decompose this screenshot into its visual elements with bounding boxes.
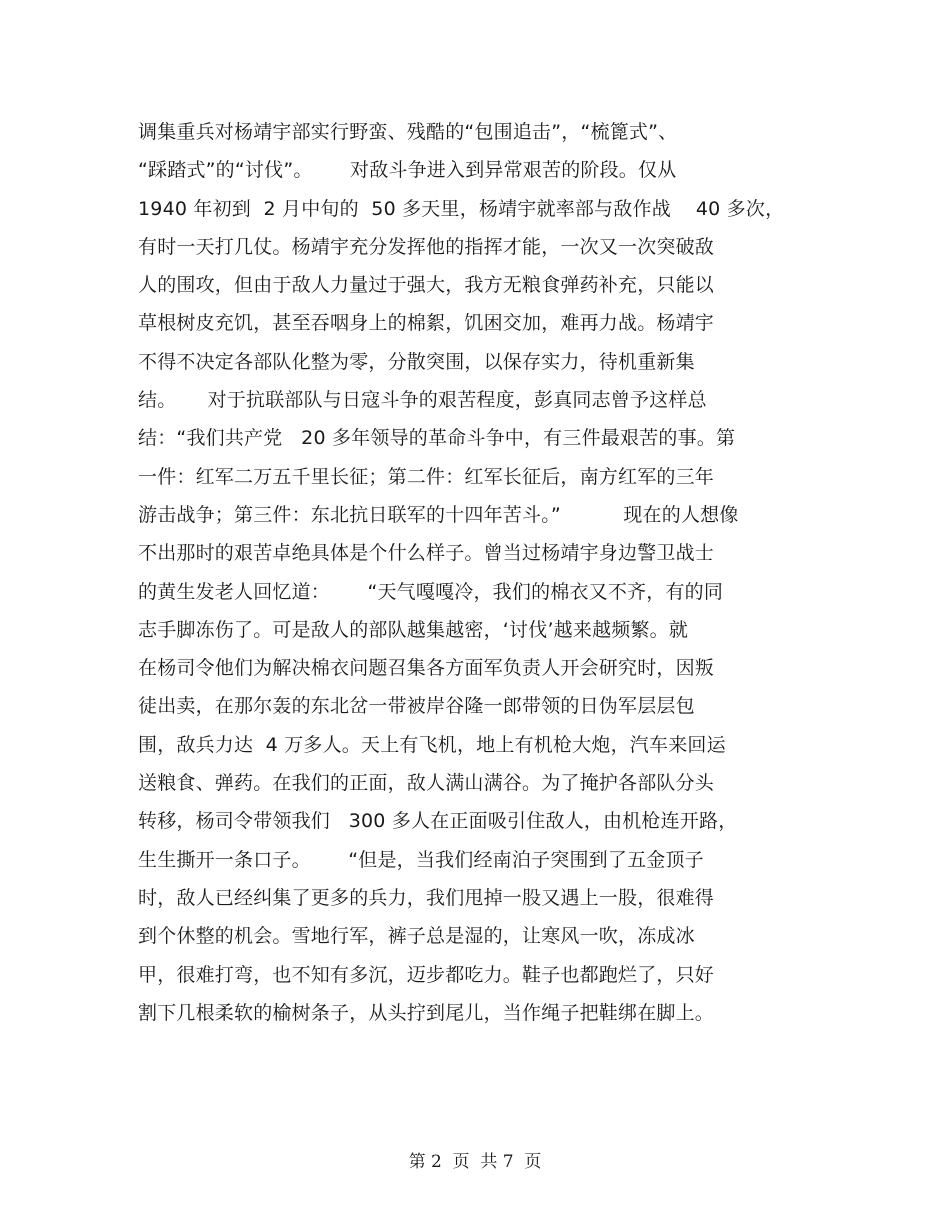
text-line: 割下几根柔软的榆树条子，从头拧到尾儿，当作绳子把鞋绑在脚上。: [138, 1001, 715, 1024]
text-line: 有时一天打几仗。杨靖宇充分发挥他的指挥才能，一次又一次突破敌: [138, 235, 715, 258]
text-line: 调集重兵对杨靖宇部实行野蛮、残酷的“包围追击”，“梳篦式”、: [138, 121, 678, 143]
text-line: 结：“我们共产党 20 多年领导的革命斗争中，有三件最艰苦的事。第: [138, 427, 736, 450]
text-line: 的黄生发老人回忆道： “天气嘎嘎冷，我们的棉衣又不齐，有的同: [138, 580, 724, 603]
text-line: 送粮食、弹药。在我们的正面，敌人满山满谷。为了掩护各部队分头: [138, 772, 715, 795]
text-line: 转移，杨司令带领我们 300 多人在正面吸引住敌人，由机枪连开路，: [138, 810, 738, 833]
page-number-footer: 第 2 页 共 7 页: [408, 1152, 542, 1172]
text-line: 志手脚冻伤了。可是敌人的部队越集越密，‘讨伐’越来越频繁。就: [138, 618, 689, 641]
text-line: 一件：红军二万五千里长征；第二件：红军长征后，南方红军的三年: [138, 465, 715, 488]
text-line: 1940 年初到 2 月中旬的 50 多天里，杨靖宇就率部与敌作战 40 多次，: [138, 197, 785, 220]
text-line: 在杨司令他们为解决棉衣问题召集各方面军负责人开会研究时，因叛: [138, 657, 715, 680]
text-line: 生生撕开一条口子。 “但是，当我们经南泊子突围到了五金顶子: [138, 848, 704, 871]
text-line: 甲，很难打弯，也不知有多沉，迈步都吃力。鞋子也都跑烂了，只好: [138, 963, 715, 986]
text-line: 围，敌兵力达 4 万多人。天上有飞机，地上有机枪大炮，汽车来回运: [138, 733, 726, 756]
body-text: [138, 113, 798, 1032]
text-line: 时，敌人已经纠集了更多的兵力，我们甩掉一股又遇上一股，很难得: [138, 886, 715, 909]
text-line: 结。 对于抗联部队与日寇斗争的艰苦程度，彭真同志曾予这样总: [138, 389, 707, 412]
text-line: 徒出卖，在那尔轰的东北岔一带被岸谷隆一郎带领的日伪军层层包: [138, 695, 695, 718]
text-line: 草根树皮充饥，甚至吞咽身上的棉絮，饥困交加，难再力战。杨靖宇: [138, 312, 715, 335]
text-line: 不出那时的艰苦卓绝具体是个什么样子。曾当过杨靖宇身边警卫战士: [138, 542, 715, 565]
text-line: “踩踏式”的“讨伐”。 对敌斗争进入到异常艰苦的阶段。仅从: [138, 159, 677, 182]
text-line: 不得不决定各部队化整为零，分散突围，以保存实力，待机重新集: [138, 350, 695, 373]
text-line: 到个休整的机会。雪地行军，裤子总是湿的，让寒风一吹，冻成冰: [138, 925, 695, 948]
text-line: 人的围攻，但由于敌人力量过于强大，我方无粮食弹药补充，只能以: [138, 274, 715, 297]
text-line: 游击战争；第三件：东北抗日联军的十四年苦斗。” 现在的人想像: [138, 503, 739, 526]
